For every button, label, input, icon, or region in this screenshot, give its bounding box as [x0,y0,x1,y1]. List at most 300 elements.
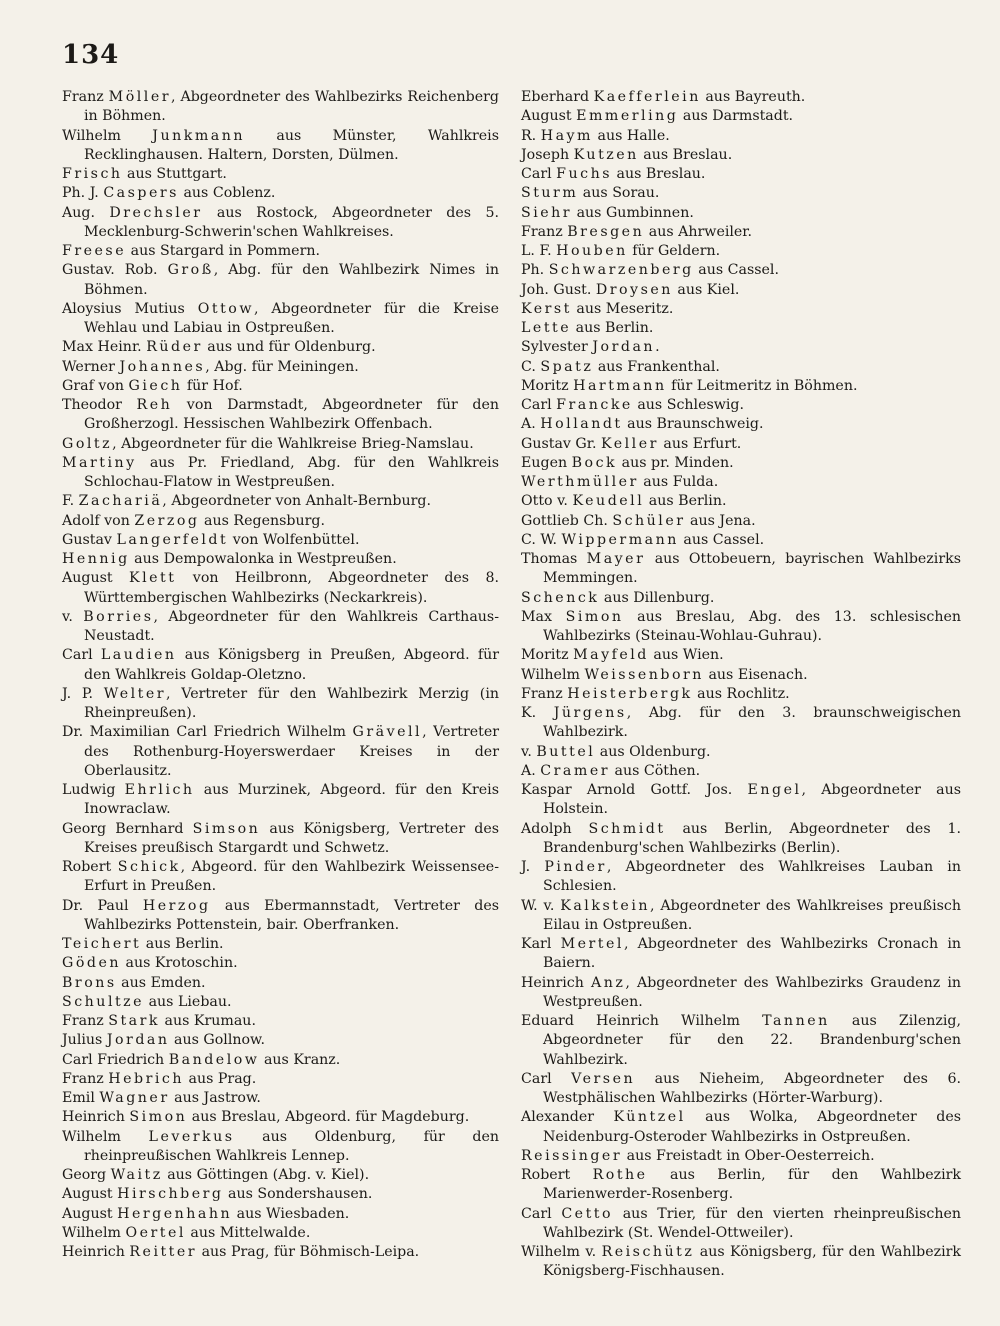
entry-prefix: v. [521,743,537,760]
entry-detail: , Abgeordneter des Wahlkreises Lauban in Schlesien. [543,859,961,895]
list-item [62,1128,499,1167]
entry-detail: aus Prag, für Böhmisch-Leipa. [197,1244,420,1260]
entry-surname: Hirschberg [117,1186,224,1203]
entry-detail: aus pr. Minden. [617,454,734,471]
entry-surname: Ehrlich [124,782,195,798]
entry-surname: Schwarzenberg [548,262,694,279]
entry-prefix: W. v. [521,897,561,914]
entry-surname: Jordan [106,1032,170,1049]
list-item [62,512,499,531]
list-item [62,608,499,647]
entry-surname: Laudien [100,647,177,664]
entry-prefix: C. W. [521,531,562,548]
list-item [62,88,499,127]
entry-surname: Mayer [586,551,646,567]
entry-prefix: Alexander [521,1109,614,1126]
list-item [521,223,961,242]
entry-detail: aus Kranz. [259,1051,341,1068]
entry-detail: aus Gumbinnen. [572,204,694,221]
entry-detail: aus Jastrow. [169,1090,261,1106]
list-item [521,1147,961,1166]
entry-prefix: Moritz [521,647,574,664]
entry-surname: Bresgen [567,223,645,240]
entry-detail: für Leitmeritz in Böhmen. [666,377,858,394]
entry-prefix: K. [521,705,554,721]
list-item [62,1108,499,1127]
entry-prefix: August [62,1186,118,1203]
entry-surname: Jürgens [553,705,627,721]
list-item [521,107,961,126]
entry-surname: Wagner [99,1090,170,1106]
entry-surname: Welter [103,685,167,702]
entry-surname: Frisch [62,166,123,182]
entry-surname: Schick [117,859,181,875]
entry-prefix: Ph. [521,262,549,279]
entry-surname: Schmidt [588,820,666,837]
entry-surname: Schüler [612,512,686,529]
entry-detail: aus Kiel. [672,281,740,298]
entry-detail: aus Cassel. [678,531,765,548]
entry-surname: Hebrich [108,1070,184,1087]
entry-prefix: Graf von [62,377,129,394]
entry-prefix: Theodor [62,397,137,413]
list-item [521,685,961,704]
list-item [521,358,961,377]
entry-prefix: Gustav Gr. [521,435,602,452]
entry-detail: aus Krumau. [159,1013,256,1029]
entry-prefix: Robert [521,1167,593,1183]
entry-detail: aus Gollnow. [169,1032,266,1049]
list-item [521,377,961,396]
list-item [521,531,961,550]
entry-prefix: Wilhelm [62,1128,149,1145]
list-item [62,1089,499,1108]
list-item [62,685,499,724]
entry-detail: aus Mittelwalde. [185,1224,311,1241]
list-item [62,820,499,859]
entry-detail: aus Wien. [648,647,724,664]
entry-surname: Reischütz [601,1244,695,1260]
list-item [521,1205,961,1244]
entry-detail: aus Pr. Friedland, Abg. für den Wahlkreis Schlochau-Flatow in Westpreußen. [84,454,499,490]
entry-prefix: Adolf von [62,512,135,529]
entry-prefix: Aloysius Mutius [62,300,198,317]
entry-surname: Groß [167,262,214,279]
list-item [521,184,961,203]
entry-surname: Keudell [572,493,645,510]
list-item [62,1243,499,1262]
list-item [62,492,499,511]
list-item [62,165,499,184]
entry-detail: aus Fulda. [638,474,719,490]
entry-prefix: C. [521,358,541,375]
entry-prefix: Gustav. Rob. [62,262,168,279]
entry-prefix: F. [62,493,79,510]
entry-surname: Reitter [129,1244,198,1260]
entry-surname: Mertel [560,936,624,952]
list-item [62,1166,499,1185]
entry-prefix: L. F. [521,243,557,259]
list-item [62,358,499,377]
entry-prefix: Carl Friedrich [62,1051,169,1068]
entry-surname: Reh [136,397,173,413]
entry-detail: . [655,339,660,356]
entry-prefix: A. [521,762,541,779]
list-item [521,473,961,492]
list-item [521,762,961,781]
entry-surname: Hollandt [540,416,623,433]
entry-surname: Borries [83,608,154,625]
entry-surname: Zachariä [78,493,163,510]
list-item [521,512,961,531]
entry-detail: aus Breslau, Abgeord. für Magdeburg. [187,1109,470,1126]
entry-detail: aus Berlin. [571,320,654,336]
entry-prefix: Adolph [521,820,589,837]
entry-surname: Freese [62,243,127,259]
list-item [521,338,961,357]
entry-detail: , Abgeordneter des Wahlbezirks Reichenberg in Böhmen. [84,89,499,125]
entry-prefix: Wilhelm [62,1224,126,1241]
entry-surname: Droysen [595,281,673,298]
entry-prefix: Heinrich [62,1244,130,1260]
entry-surname: Simon [565,608,624,625]
entry-prefix: Carl [62,647,101,664]
list-item [521,88,961,107]
entry-detail: aus Halle. [593,127,670,144]
entry-surname: Houben [556,243,628,259]
list-item [521,1070,961,1109]
entry-detail: aus Münster, Wahlkreis Recklinghausen. Haltern, Dorsten, Dülmen. [84,127,499,163]
entry-surname: Kutzen [573,146,639,163]
entry-surname: Kalkstein [560,897,650,914]
entry-prefix: Dr. Maximilian Carl Friedrich Wilhelm [62,724,353,741]
entry-surname: Caspers [103,185,179,202]
list-item [521,858,961,897]
list-item [521,242,961,261]
list-item [521,435,961,454]
entry-detail: , Abgeordneter für die Kreise Wehlau und Labiau in Ostpreußen. [84,300,499,336]
entry-detail: , Abgeordneter des Wahlkreises preußisch Eilau in Ostpreußen. [543,897,961,933]
list-item [521,396,961,415]
entry-surname: Pinder [544,859,607,875]
entry-detail: aus und für Oldenburg. [202,339,376,356]
list-item [521,1012,961,1070]
entry-surname: Weissenborn [584,666,704,683]
entry-surname: Herzog [142,897,211,914]
entry-surname: Rüder [146,339,203,356]
entry-detail: aus Wolka, Abgeordneter des Neidenburg-Osteroder Wahlbezirks in Ostpreußen. [543,1109,962,1145]
entry-prefix: Wilhelm [62,127,153,144]
entry-surname: Junkmann [152,127,246,144]
entry-detail: , Abg. für den 3. braunschweigischen Wahlbezirk. [543,705,961,741]
entry-detail: aus Stargard in Pommern. [126,243,321,259]
entry-surname: Siehr [521,204,573,221]
entry-prefix: August [62,1205,118,1222]
entry-surname: Francke [556,397,633,413]
entry-detail: aus Cöthen. [610,762,701,779]
list-item [62,646,499,685]
entry-prefix: v. [62,608,84,625]
entry-surname: Leverkus [148,1128,235,1145]
entry-detail: aus Ottobeuern, bayrischen Wahlbezirks Memmingen. [543,551,961,587]
list-item [62,242,499,261]
entry-detail: aus Königsberg, für den Wahlbezirk Königsberg-Fischhausen. [543,1244,961,1280]
entry-prefix: Franz [521,685,568,702]
entry-prefix: Eugen [521,454,572,471]
entry-detail: aus Ahrweiler. [644,223,753,240]
entry-surname: Martiny [62,454,137,471]
entry-prefix: Kaspar Arnold Gottf. Jos. [521,782,748,798]
list-item [62,454,499,493]
entry-surname: Emmerling [576,108,679,125]
entry-prefix: Werner [62,358,120,375]
entry-detail: , Abgeordneter des Wahlbezirks Cronach in Baiern. [543,936,962,972]
list-item [521,300,961,319]
entry-detail: aus Königsberg in Preußen, Abgeord. für den Wahlkreis Goldap-Oletzno. [84,647,499,683]
list-item [62,954,499,973]
entry-detail: , Abgeordneter aus Holstein. [543,782,962,818]
entry-prefix: R. [521,127,541,144]
list-item [62,1031,499,1050]
entry-surname: Buttel [536,743,596,760]
list-item [521,204,961,223]
list-item [62,1224,499,1243]
entry-detail: aus Wiesbaden. [232,1205,350,1222]
entry-detail: aus Breslau. [638,146,733,163]
entry-surname: Tannen [762,1013,830,1029]
entry-detail: aus Breslau. [612,166,706,182]
page-number: 134 [62,40,120,70]
list-item [521,589,961,608]
list-item [521,781,961,820]
entry-surname: Hergenhahn [117,1205,233,1222]
entry-detail: , Abg. für Meiningen. [205,358,359,375]
entry-prefix: J. P. [62,685,104,702]
entry-detail: aus Rostock, Abgeordneter des 5. Mecklenburg-Schwerin'schen Wahlkreises. [84,204,499,240]
entry-prefix: Georg Bernhard [62,820,193,837]
entry-surname: Haym [540,127,594,144]
entry-prefix: Carl [521,397,557,413]
list-item [521,550,961,589]
entry-prefix: Ludwig [62,782,125,798]
list-item [521,646,961,665]
list-item [521,743,961,762]
entry-prefix: Sylvester [521,339,593,356]
entry-detail: aus Zilenzig, Abgeordneter für den 22. Brandenburg'schen Wahlbezirk. [543,1013,961,1068]
entry-prefix: Franz [521,223,568,240]
entry-detail: , Abgeordneter für den Wahlkreis Carthaus-Neustadt. [84,608,499,644]
entry-surname: Reissinger [521,1147,623,1164]
list-item [62,338,499,357]
list-item [62,1185,499,1204]
entry-detail: aus Meseritz. [571,300,674,317]
entry-prefix: Franz [62,1013,109,1029]
entry-detail: aus Eisenach. [703,666,808,683]
list-item [62,723,499,781]
entry-surname: Heisterbergk [567,685,693,702]
entry-detail: aus Darmstadt. [678,108,794,125]
entry-surname: Bock [571,454,618,471]
entry-surname: Hartmann [573,377,667,394]
list-item [62,550,499,569]
entry-prefix: Eduard Heinrich Wilhelm [521,1013,763,1029]
entry-surname: Brons [62,974,117,991]
entry-surname: Simon [129,1109,188,1126]
entry-detail: aus Berlin. [141,936,224,952]
entry-detail: , Vertreter für den Wahlbezirk Merzig (in Rheinpreußen). [84,685,499,721]
left-column [62,88,499,1262]
entry-prefix: Thomas [521,551,587,567]
entry-prefix: Karl [521,936,561,952]
entry-surname: Ottow [197,300,254,317]
entry-detail: für Geldern. [627,243,721,259]
entry-surname: Hennig [62,551,130,567]
entry-detail: aus Braunschweig. [622,416,764,433]
entry-surname: Versen [571,1070,636,1087]
entry-prefix: Franz [62,1070,109,1087]
list-item [62,1051,499,1070]
entry-detail: von Heilbronn, Abgeordneter des 8. Württembergischen Wahlbezirks (Neckarkreis). [84,570,499,606]
entry-surname: Jordan [592,339,656,356]
entry-detail: aus Regensburg. [199,512,325,529]
entry-detail: aus Trier, für den vierten rheinpreußischen Wahlbezirk (St. Wendel-Ottweiler). [543,1205,961,1241]
entry-surname: Teichert [62,936,142,952]
entry-prefix: Heinrich [62,1109,130,1126]
entry-detail: aus Dempowalonka in Westpreußen. [129,551,397,567]
list-item [521,897,961,936]
entry-surname: Mayfeld [573,647,649,664]
entry-surname: Rothe [592,1167,648,1183]
entry-detail: aus Nieheim, Abgeordneter des 6. Westphälischen Wahlbezirks (Hörter-Warburg). [543,1070,961,1106]
entry-surname: Cramer [540,762,610,779]
entry-detail: aus Göttingen (Abg. v. Kiel). [162,1167,370,1183]
list-item [521,492,961,511]
entry-surname: Werthmüller [521,474,639,490]
list-item [521,935,961,974]
entry-surname: Küntzel [613,1109,686,1126]
list-item [521,281,961,300]
list-item [62,435,499,454]
entry-surname: Spatz [540,358,594,375]
entry-surname: Giech [128,377,183,394]
list-item [62,531,499,550]
entry-detail: aus Jena. [685,512,756,529]
entry-prefix: Max [521,608,566,625]
list-item [521,666,961,685]
entry-surname: Goltz [62,435,113,452]
list-item [62,1205,499,1224]
entry-detail: aus Cassel. [693,262,779,279]
entry-prefix: J. [521,859,545,875]
entry-surname: Engel [747,782,802,798]
entry-detail: aus Prag. [183,1070,257,1087]
list-item [521,454,961,473]
entry-detail: aus Oldenburg, für den rheinpreußischen Wahlkreis Lennep. [84,1128,499,1164]
list-item [521,608,961,647]
list-item [62,897,499,936]
entry-prefix: Otto v. [521,493,573,510]
entry-prefix: Moritz [521,377,574,394]
entry-surname: Keller [601,435,659,452]
entry-detail: aus Coblenz. [178,185,276,202]
entry-surname: Göden [62,955,121,972]
entry-detail: aus Stuttgart. [122,166,227,182]
entry-prefix: August [62,570,129,587]
entry-surname: Klett [128,570,177,587]
list-item [62,974,499,993]
entry-detail: aus Krotoschin. [121,955,238,972]
entry-surname: Oertel [125,1224,186,1241]
entry-detail: aus Liebau. [144,993,232,1010]
entry-surname: Cetto [561,1205,614,1222]
entry-surname: Johannes [119,358,206,375]
entry-surname: Simson [192,820,261,837]
entry-detail: von Wolfenbüttel. [228,531,360,548]
entry-prefix: Georg [62,1167,111,1183]
entry-prefix: Emil [62,1090,100,1106]
entry-detail: aus Dillenburg. [599,589,715,606]
list-item [521,1166,961,1205]
list-item [62,204,499,243]
entry-surname: Langerfeldt [116,531,229,548]
list-item [62,127,499,166]
entry-detail: aus Berlin. [644,493,727,510]
entry-detail: aus Freistadt in Ober-Oesterreich. [622,1147,875,1164]
entry-detail: aus Breslau, Abg. des 13. schlesischen Wahlbezirks (Steinau-Wohlau-Guhrau). [543,608,961,644]
entry-prefix: Max Heinr. [62,339,147,356]
entry-prefix: Ph. J. [62,185,104,202]
list-item [62,1012,499,1031]
list-item [62,569,499,608]
list-item [521,165,961,184]
entry-detail: , Abgeordneter des Wahlbezirks Graudenz in Westpreußen. [543,974,961,1010]
entry-surname: Fuchs [556,166,613,182]
entry-detail: , Vertreter des Rothenburg-Hoyerswerdaer Kreises in der Oberlausitz. [84,724,500,779]
entry-detail: , Abgeordneter für die Wahlkreise Brieg-Namslau. [112,435,474,452]
entry-surname: Sturm [521,185,579,202]
list-item [521,704,961,743]
entry-detail: aus Sorau. [578,185,660,202]
entry-prefix: Aug. [62,204,110,221]
list-item [62,377,499,396]
list-item [62,781,499,820]
entry-surname: Wippermann [561,531,679,548]
entry-detail: aus Bayreuth. [700,89,806,105]
entry-detail: aus Emden. [116,974,206,991]
entry-surname: Waitz [110,1167,163,1183]
entry-prefix: Dr. Paul [62,897,143,914]
list-item [521,127,961,146]
entry-detail: aus Berlin, Abgeordneter des 1. Brandenburg'schen Wahlbezirks (Berlin). [543,820,962,856]
entry-prefix: Joseph [521,146,574,163]
list-item [62,300,499,339]
entry-prefix: Franz [62,89,109,105]
entry-detail: aus Oldenburg. [595,743,711,760]
entry-detail: aus Rochlitz. [692,685,790,702]
list-item [521,415,961,434]
entry-prefix: Robert [62,859,118,875]
entry-surname: Schenck [521,589,600,606]
entry-detail: , Abg. für den Wahlbezirk Nimes in Böhmen. [84,262,499,298]
list-item [62,184,499,203]
entry-surname: Drechsler [109,204,203,221]
entry-detail: für Hof. [182,377,243,394]
entry-surname: Lette [521,320,572,336]
entry-surname: Schultze [62,993,145,1010]
entry-detail: aus Schleswig. [632,397,745,413]
entry-detail: aus Königsberg, Vertreter des Kreises preußisch Stargardt und Schwetz. [84,820,500,856]
list-item [521,1108,961,1147]
